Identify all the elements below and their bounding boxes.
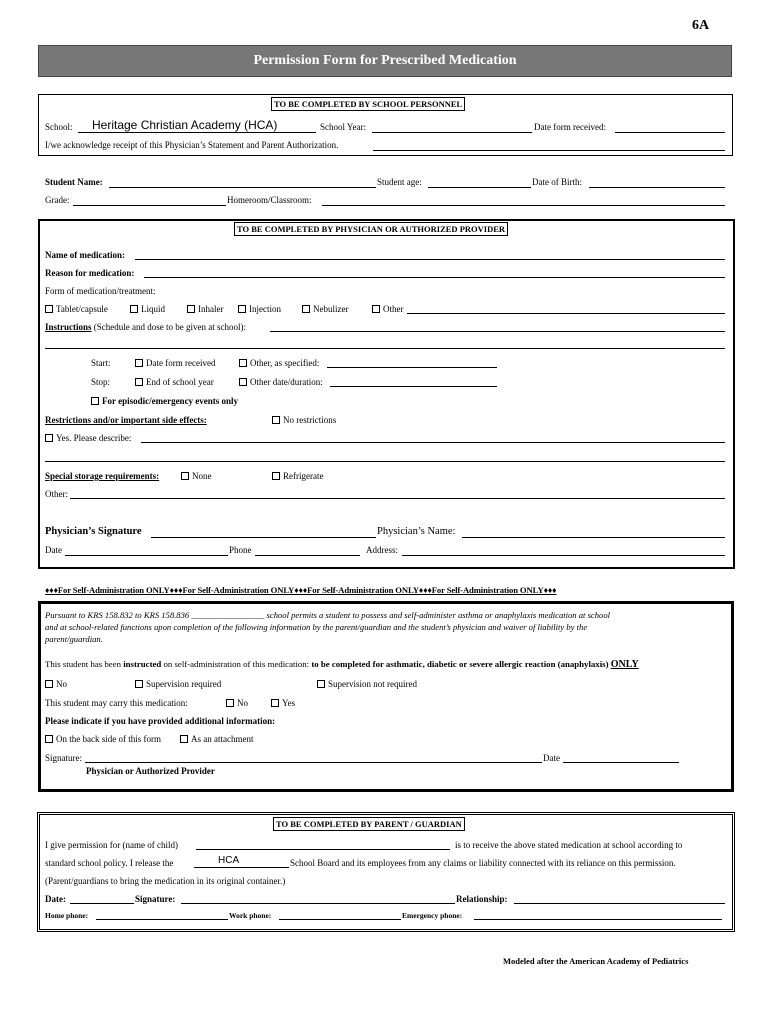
reason-field[interactable] <box>144 277 725 278</box>
form-inhaler-option[interactable]: Inhaler <box>187 304 223 314</box>
homeroom-label: Homeroom/Classroom: <box>227 195 312 205</box>
storage-label: Special storage requirements: <box>45 471 160 481</box>
instructed-row: This student has been instructed on self-administration of this medication: to be completed for asthmatic, diabetic or severe allergic reaction (anaphylaxis) ONLY <box>45 659 639 670</box>
other-checkbox[interactable] <box>372 305 380 313</box>
self-admin-signature-field[interactable] <box>85 762 542 763</box>
inhaler-checkbox[interactable] <box>187 305 195 313</box>
medication-name-field[interactable] <box>135 259 725 260</box>
start-other-option[interactable]: Other, as specified: <box>239 358 319 368</box>
attachment-checkbox[interactable] <box>180 735 188 743</box>
instructions-field-2[interactable] <box>45 348 725 349</box>
parent-signature-field[interactable] <box>181 903 455 904</box>
start-date-received-option[interactable]: Date form received <box>135 358 215 368</box>
stop-other-option[interactable]: Other date/duration: <box>239 377 323 387</box>
tablet-checkbox[interactable] <box>45 305 53 313</box>
stop-end-year-checkbox[interactable] <box>135 378 143 386</box>
permission-pre-text: I give permission for (name of child) <box>45 840 178 850</box>
storage-none-checkbox[interactable] <box>181 472 189 480</box>
instructions-label: Instructions <box>45 322 92 332</box>
supervision-not-required-option[interactable]: Supervision not required <box>317 679 417 689</box>
emergency-phone-field[interactable] <box>474 919 722 920</box>
start-date-received-checkbox[interactable] <box>135 359 143 367</box>
form-injection-option[interactable]: Injection <box>238 304 281 314</box>
physician-phone-label: Phone <box>229 545 252 555</box>
form-other-option[interactable]: Other <box>372 304 404 314</box>
relationship-field[interactable] <box>514 903 725 904</box>
stop-other-checkbox[interactable] <box>239 378 247 386</box>
storage-none-option[interactable]: None <box>181 471 212 481</box>
form-tablet-option[interactable]: Tablet/capsule <box>45 304 108 314</box>
supervision-required-option[interactable]: Supervision required <box>135 679 221 689</box>
child-name-field[interactable] <box>196 849 450 850</box>
date-received-label: Date form received: <box>534 122 606 132</box>
carry-yes-option[interactable]: Yes <box>271 698 295 708</box>
physician-signature-field[interactable] <box>151 537 376 538</box>
start-label: Start: <box>91 358 111 368</box>
physician-address-field[interactable] <box>402 555 725 556</box>
physician-date-label: Date <box>45 545 62 555</box>
self-admin-signature-label: Signature: <box>45 753 82 763</box>
back-side-option[interactable]: On the back side of this form <box>45 734 161 744</box>
carry-no-checkbox[interactable] <box>226 699 234 707</box>
student-age-field[interactable] <box>428 187 531 188</box>
self-admin-date-label: Date <box>543 753 560 763</box>
physician-date-field[interactable] <box>65 555 228 556</box>
instructed-no-option[interactable]: No <box>45 679 67 689</box>
grade-field[interactable] <box>73 205 226 206</box>
acknowledge-field[interactable] <box>373 150 725 151</box>
stop-end-year-option[interactable]: End of school year <box>135 377 214 387</box>
physician-box <box>38 219 735 569</box>
policy-pre-text: standard school policy. I release the <box>45 858 174 868</box>
grade-label: Grade: <box>45 195 70 205</box>
no-restrictions-option[interactable]: No restrictions <box>272 415 336 425</box>
policy-district-field[interactable] <box>194 867 289 868</box>
student-name-label: Student Name: <box>45 177 103 187</box>
other-label: Other: <box>45 489 68 499</box>
refrigerate-checkbox[interactable] <box>272 472 280 480</box>
supervision-not-required-checkbox[interactable] <box>317 680 325 688</box>
emergency-phone-label: Emergency phone: <box>402 911 463 920</box>
school-label: School: <box>45 122 73 132</box>
physician-phone-field[interactable] <box>255 555 360 556</box>
krs-line-2: and at school-related functions upon completion of the following information by the parent/guardian and the student’s physician and waiver of liability by the <box>45 622 588 632</box>
school-section-header: TO BE COMPLETED BY SCHOOL PERSONNEL <box>271 97 465 111</box>
provider-label: Physician or Authorized Provider <box>86 766 215 776</box>
instructions-field-1[interactable] <box>270 331 725 332</box>
attachment-option[interactable]: As an attachment <box>180 734 253 744</box>
permission-post-text: is to receive the above stated medication at school according to <box>455 840 683 850</box>
bring-note: (Parent/guardians to bring the medication in its original container.) <box>45 876 286 886</box>
describe-field-1[interactable] <box>141 442 725 443</box>
homeroom-field[interactable] <box>322 205 725 206</box>
school-field[interactable] <box>78 132 316 133</box>
page-title: Permission Form for Prescribed Medication <box>253 53 517 68</box>
liquid-checkbox[interactable] <box>130 305 138 313</box>
medication-name-label: Name of medication: <box>45 250 125 260</box>
home-phone-field[interactable] <box>96 919 228 920</box>
injection-checkbox[interactable] <box>238 305 246 313</box>
instructions-note: (Schedule and dose to be given at school): <box>93 322 246 332</box>
instructions-row <box>45 322 246 332</box>
no-restrictions-checkbox[interactable] <box>272 416 280 424</box>
carry-no-option[interactable]: No <box>226 698 248 708</box>
episodic-checkbox[interactable] <box>91 397 99 405</box>
parent-date-label: Date: <box>45 894 66 904</box>
physician-name-field[interactable] <box>462 537 725 538</box>
work-phone-label: Work phone: <box>229 911 272 920</box>
physician-section-header: TO BE COMPLETED BY PHYSICIAN OR AUTHORIZED PROVIDER <box>234 222 508 236</box>
school-year-label: School Year: <box>320 122 367 132</box>
student-age-label: Student age: <box>377 177 422 187</box>
student-name-field[interactable] <box>109 187 376 188</box>
policy-district-value: HCA <box>218 855 240 866</box>
footer-text: Modeled after the American Academy of Pediatrics <box>503 956 689 966</box>
date-received-field[interactable] <box>615 132 725 133</box>
self-admin-banner: ♦♦♦For Self-Administration ONLY♦♦♦For Self-Administration ONLY♦♦♦For Self-Administration ONLY♦♦♦For Self-Administration ONLY♦♦♦ <box>45 585 557 595</box>
policy-post-text: School Board and its employees from any claims or liability connected with its reliance on this permission. <box>290 858 676 868</box>
yes-describe-checkbox[interactable] <box>45 434 53 442</box>
home-phone-label: Home phone: <box>45 911 89 920</box>
start-other-checkbox[interactable] <box>239 359 247 367</box>
form-other-field[interactable] <box>407 313 725 314</box>
acknowledge-text: I/we acknowledge receipt of this Physician’s Statement and Parent Authorization. <box>45 140 339 150</box>
form-label: Form of medication/treatment: <box>45 286 156 296</box>
episodic-option[interactable]: For episodic/emergency events only <box>91 396 238 406</box>
work-phone-field[interactable] <box>279 919 401 920</box>
physician-name-label: Physician’s Name: <box>377 526 456 537</box>
nebulizer-checkbox[interactable] <box>302 305 310 313</box>
dob-field[interactable] <box>589 187 725 188</box>
supervision-required-checkbox[interactable] <box>135 680 143 688</box>
self-admin-date-field[interactable] <box>563 762 679 763</box>
relationship-label: Relationship: <box>456 894 508 904</box>
start-other-field[interactable] <box>327 367 497 368</box>
parent-date-field[interactable] <box>70 903 134 904</box>
describe-field-2[interactable] <box>45 461 725 462</box>
reason-label: Reason for medication: <box>45 268 135 278</box>
stop-label: Stop: <box>91 377 111 387</box>
carry-label: This student may carry this medication: <box>45 698 188 708</box>
restrictions-label: Restrictions and/or important side effects: <box>45 415 207 425</box>
storage-refrigerate-option[interactable]: Refrigerate <box>272 471 323 481</box>
form-liquid-option[interactable]: Liquid <box>130 304 165 314</box>
form-nebulizer-option[interactable]: Nebulizer <box>302 304 348 314</box>
title-bar <box>38 45 732 77</box>
page-code: 6A <box>692 18 710 33</box>
additional-info-label: Please indicate if you have provided additional information: <box>45 716 276 726</box>
krs-line-1: Pursuant to KRS 158.832 to KRS 158.836 _________________ school permits a student to possess and self-administer asthma or anaphylaxis medication at school <box>45 610 611 620</box>
parent-section-header: TO BE COMPLETED BY PARENT / GUARDIAN <box>273 817 465 831</box>
back-side-checkbox[interactable] <box>45 735 53 743</box>
parent-signature-label: Signature: <box>135 894 176 904</box>
physician-address-label: Address: <box>366 545 398 555</box>
dob-label: Date of Birth: <box>532 177 582 187</box>
krs-line-3: parent/guardian. <box>45 634 103 644</box>
physician-signature-label: Physician’s Signature <box>45 526 142 537</box>
carry-yes-checkbox[interactable] <box>271 699 279 707</box>
school-year-field[interactable] <box>372 132 532 133</box>
yes-describe-option[interactable]: Yes. Please describe: <box>45 433 131 443</box>
other-field[interactable] <box>70 498 725 499</box>
stop-other-field[interactable] <box>330 386 497 387</box>
school-value: Heritage Christian Academy (HCA) <box>92 118 278 132</box>
instructed-no-checkbox[interactable] <box>45 680 53 688</box>
